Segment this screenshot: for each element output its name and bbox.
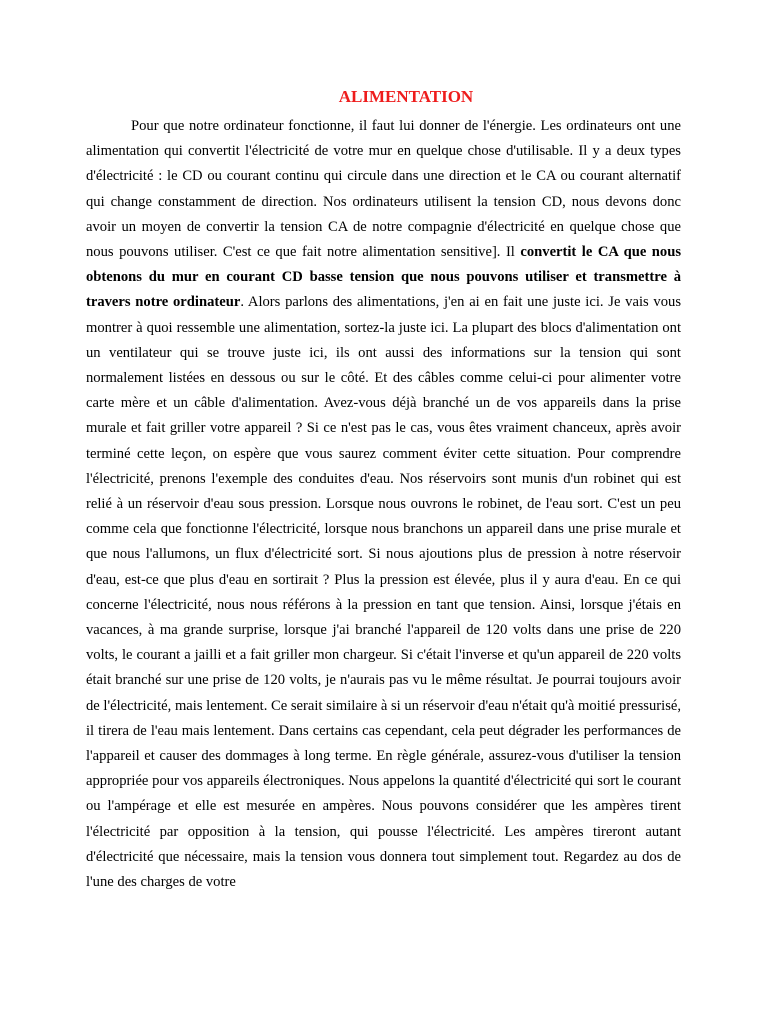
body-paragraph <box>86 114 681 895</box>
paragraph-text-part1: Pour que notre ordinateur fonctionne, il faut lui donner de l'énergie. Les ordinateurs ont une alimentation qui convertit l'électricité de votre mur en quelque chose d'utilisable. Il y a deux types d'électricité : le CD ou courant continu qui circule dans une direction et le CA ou courant alternatif qui change constamment de direction. Nos ordinateurs utilisent la tension CD, nous devons donc avoir un moyen de convertir la tension CA de notre compagnie d'électricité en quelque chose que nous pouvons utiliser. C'est ce que fait notre alimentation sensitive]. Il <box>86 118 681 261</box>
paragraph-bold-text: convertit le CA que nous obtenons du mur en courant CD basse tension que nous pouvons utiliser et transmettre à travers notre ordinateur <box>86 244 682 311</box>
document-title: ALIMENTATION <box>338 87 474 106</box>
paragraph-text-part2: . Alors parlons des alimentations, j'en ai en fait une juste ici. Je vais vous montrer à quoi ressemble une alimentation, sortez-la juste ici. La plupart des blocs d'alimentation ont un ventilateur qui se trouve juste ici, ils ont aussi des informations sur la tension qui sont normalement listées en dessous ou sur le côté. Et des câbles comme celui-ci pour alimenter votre carte mère et un câble d'alimentation. Avez-vous déjà branché un de vos appareils dans la prise murale et fait griller votre appareil ? Si ce n'est pas le cas, vous êtes vraiment chanceux, après avoir terminé cette leçon, on espère que vous saurez comment éviter cette situation. Pour comprendre l'électricité, prenons l'exemple des conduites d'eau. Nos réservoirs sont munis d'un robinet qui est relié à un réservoir d'eau sous pression. Lorsque nous ouvrons le robinet, de l'eau sort. C'est un peu comme cela que fonctionne l'électricité, lorsque nous branchons un appareil dans une prise murale et que nous l'allumons, un flux d'électricité sort. Si nous ajoutions plus de pression à notre réservoir d'eau, est-ce que plus d'eau en sortirait ? Plus la pression est élevée, plus il y aura d'eau. En ce qui concerne l'électricité, nous nous référons à la pression en tant que tension. Ainsi, lorsque j'étais en vacances, à ma grande surprise, lorsque j'ai branché l'appareil de 120 volts dans une prise de 220 volts, le courant a jailli et a fait griller mon chargeur. Si c'était l'inverse et qu'un appareil de 220 volts était branché sur une prise de 120 volts, je n'aurais pas vu le même résultat. Je pourrai toujours avoir de l'électricité, mais lentement. Ce serait similaire à si un réservoir d'eau n'était qu'à moitié pressurisé, il tirera de l'eau mais lentement. Dans certains cas cependant, cela peut dégrader les performances de l'appareil et causer des dommages à long terme. En règle générale, assurez-vous d'utiliser la tension appropriée pour vos appareils électroniques. Nous appelons la quantité d'électricité qui sort le courant ou l'ampérage et elle est mesurée en ampères. Nous pouvons considérer que les ampères tirent l'électricité par opposition à la tension, qui pousse l'électricité. Les ampères tireront autant d'électricité que nécessaire, mais la tension vous donnera tout simplement tout. Regardez au dos de l'une des charges de votre <box>86 294 681 891</box>
